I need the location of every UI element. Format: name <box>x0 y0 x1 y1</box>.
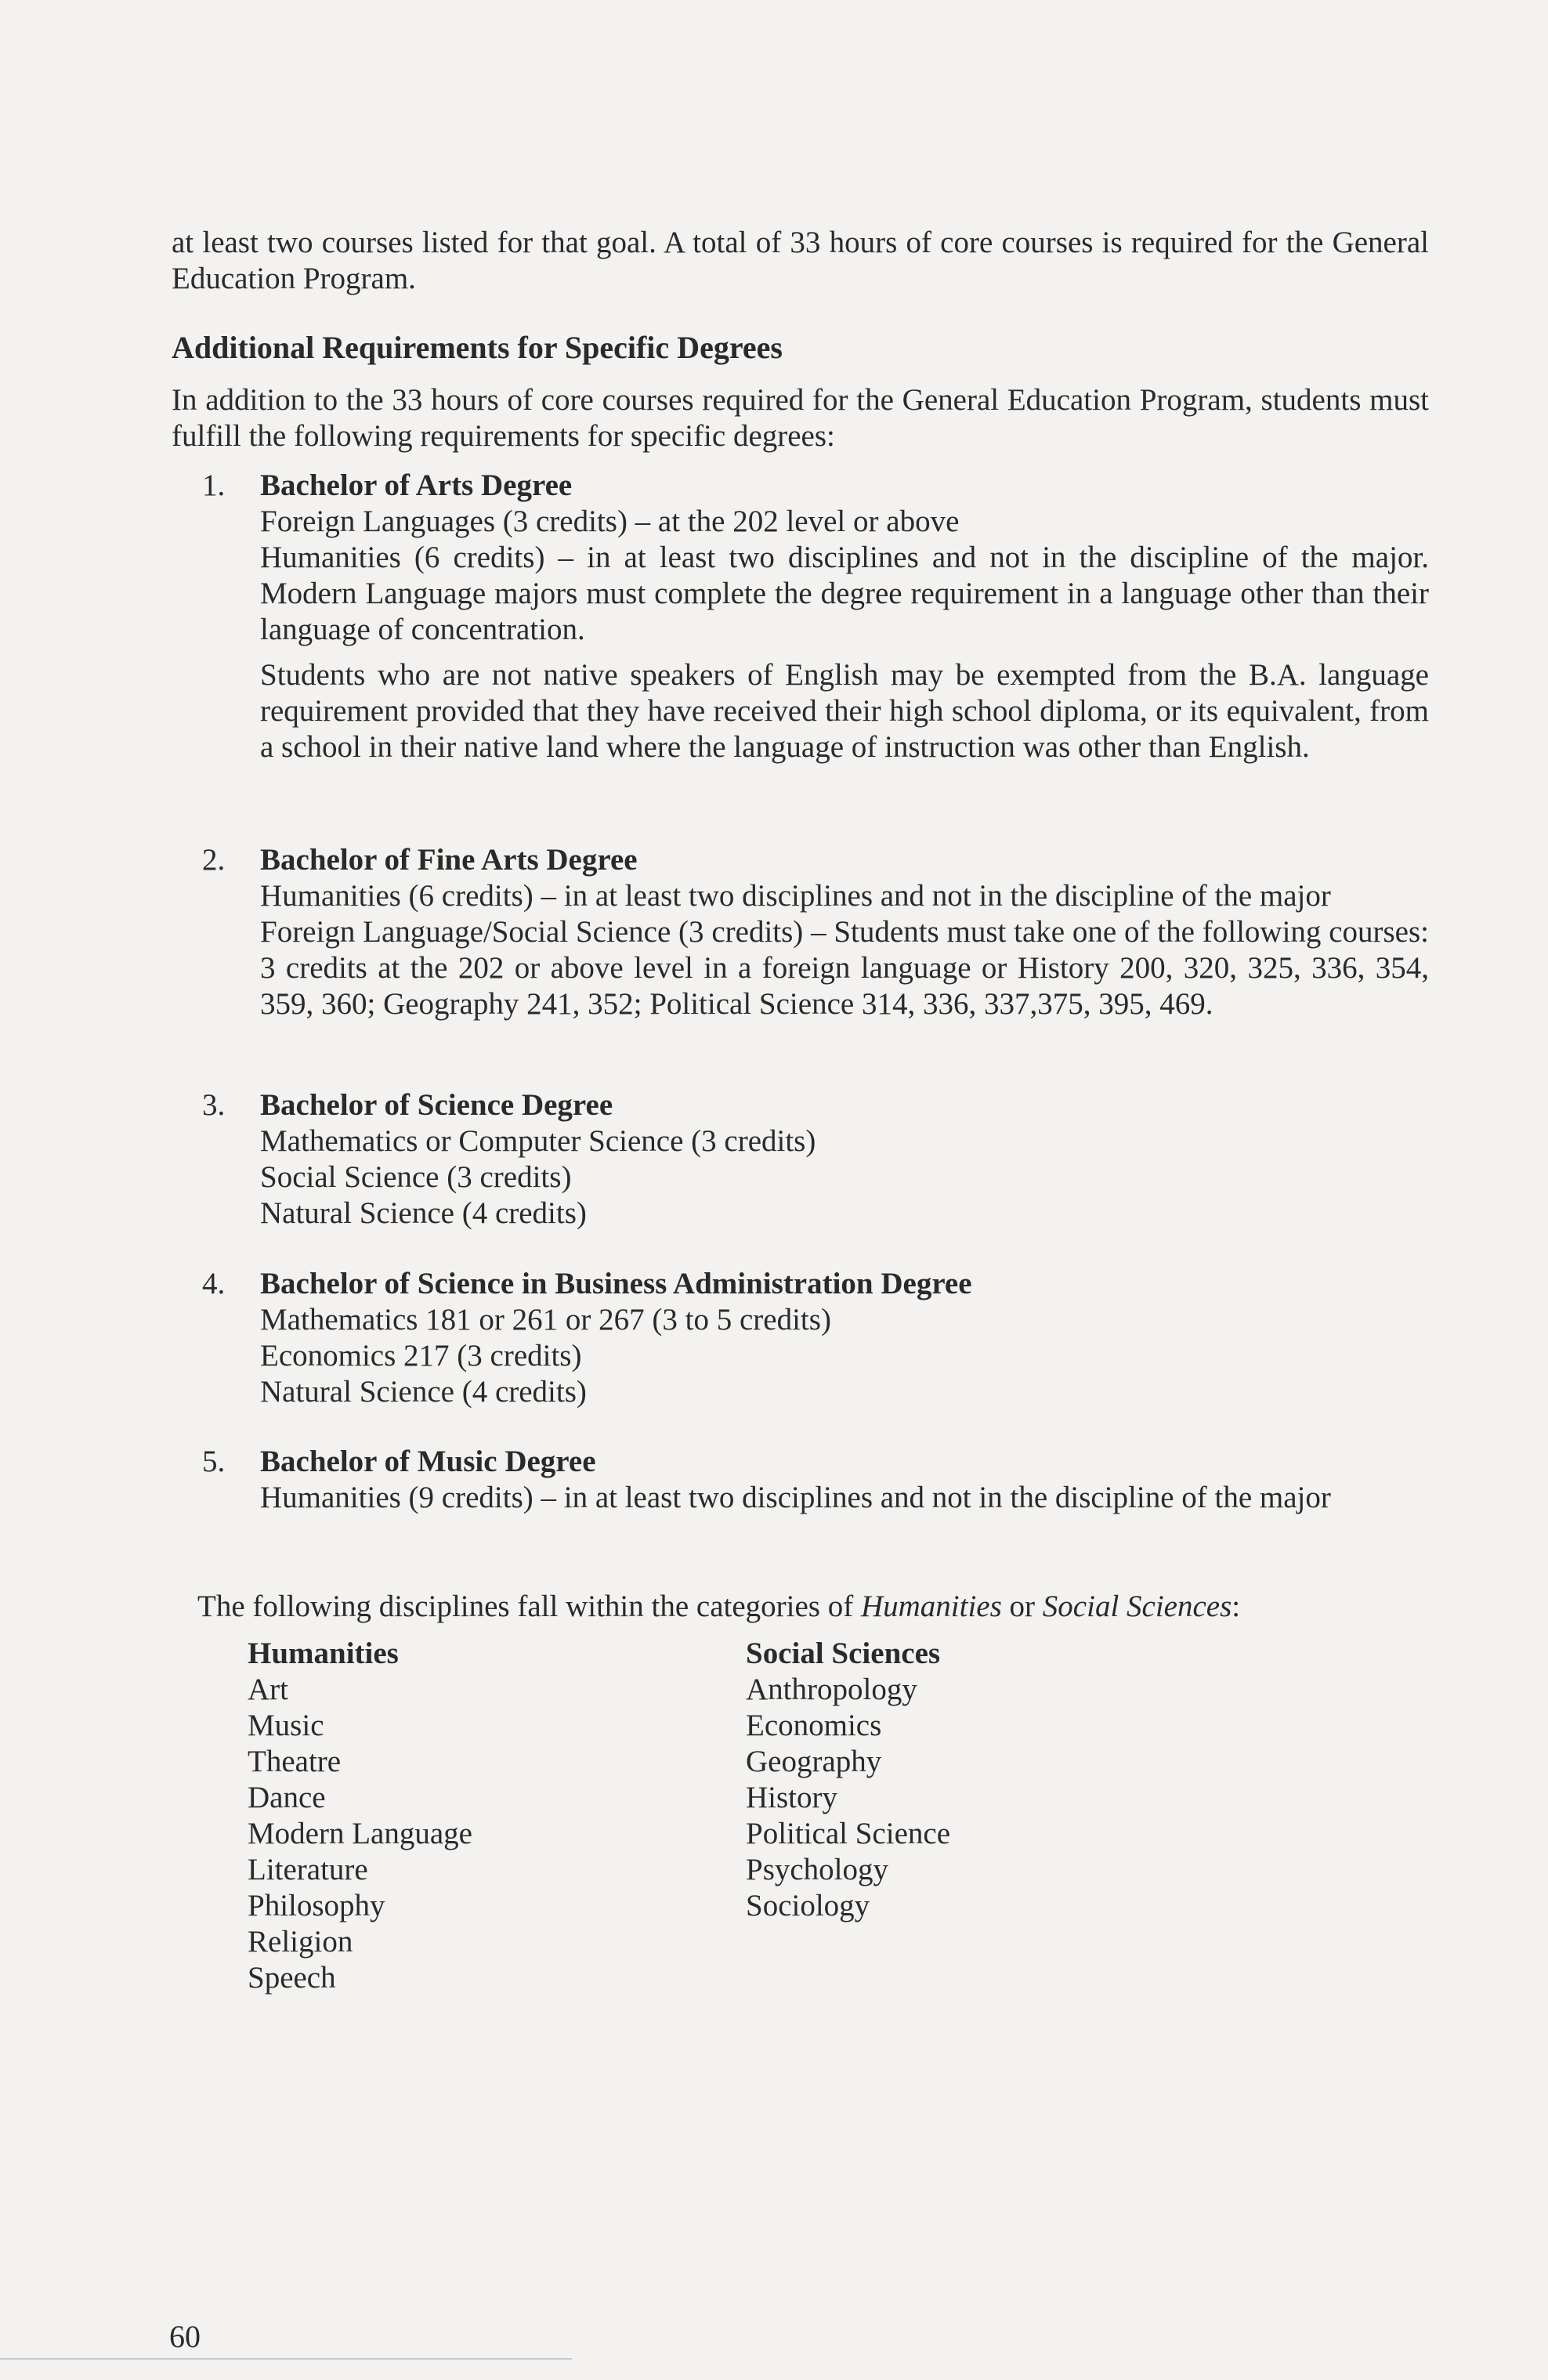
discipline-item: Literature <box>248 1853 368 1886</box>
discipline-item: History <box>746 1781 837 1814</box>
discipline-item: Geography <box>746 1745 882 1778</box>
discipline-item: Dance <box>248 1781 326 1814</box>
discipline-item: Sociology <box>746 1889 870 1922</box>
discipline-item: Art <box>248 1673 288 1706</box>
discipline-item: Theatre <box>248 1745 342 1778</box>
categories-intro-suffix: : <box>1232 1590 1241 1623</box>
humanities-heading: Humanities <box>248 1637 399 1670</box>
discipline-item: Political Science <box>746 1817 951 1850</box>
social-sciences-heading: Social Sciences <box>746 1637 941 1670</box>
categories-intro-social: Social Sciences <box>1042 1590 1232 1623</box>
requirement-line: Economics 217 (3 credits) <box>260 1339 582 1373</box>
degree-number: 5. <box>202 1445 226 1478</box>
requirement-line: Mathematics or Computer Science (3 credits) <box>260 1124 816 1158</box>
degree-title: Bachelor of Arts Degree <box>260 468 573 502</box>
requirement-line: Foreign Languages (3 credits) – at the 202 level or above <box>260 505 960 538</box>
degree-number: 1. <box>202 468 226 502</box>
categories-intro-humanities: Humanities <box>860 1590 1002 1623</box>
degree-number: 4. <box>202 1267 226 1300</box>
discipline-item: Psychology <box>746 1853 889 1886</box>
requirement-line: Natural Science (4 credits) <box>260 1196 587 1230</box>
degree-title: Bachelor of Fine Arts Degree <box>260 843 638 877</box>
discipline-item: Religion <box>248 1925 353 1959</box>
requirement-paragraph: Humanities (6 credits) – in at least two disciplines and not in the discipline of the major. Modern Language majors must complete the degree requirement in a language other than their language of concentration. <box>260 541 1429 646</box>
degree-number: 3. <box>202 1088 226 1122</box>
categories-intro-prefix: The following disciplines fall within the categories of <box>197 1590 861 1623</box>
requirement-paragraph: Foreign Language/Social Science (3 credits) – Students must take one of the following courses: 3 credits at the 202 or above level in a foreign language or History 200, 320, 325, 336, 354, 359, 360; Geography 241, 352; Political Science 314, 336, 337,375, 395, 469. <box>260 915 1429 1021</box>
page-number: 60 <box>169 2319 201 2354</box>
section-title: Additional Requirements for Specific Degrees <box>172 330 783 365</box>
categories-intro <box>197 1589 1240 1625</box>
requirement-line: Social Science (3 credits) <box>260 1160 572 1194</box>
degree-number: 2. <box>202 843 226 877</box>
categories-intro-or: or <box>1001 1590 1043 1623</box>
requirement-paragraph: Students who are not native speakers of English may be exempted from the B.A. language requirement provided that they have received their high school diploma, or its equivalent, from a school in their native land where the language of instruction was other than English. <box>260 658 1429 764</box>
discipline-item: Speech <box>248 1961 336 1995</box>
degree-title: Bachelor of Science Degree <box>260 1088 613 1122</box>
humanities-column <box>248 1636 472 1996</box>
requirement-line: Humanities (6 credits) – in at least two disciplines and not in the discipline of the major <box>260 879 1331 913</box>
requirement-line: Natural Science (4 credits) <box>260 1375 587 1409</box>
discipline-item: Modern Language <box>248 1817 472 1850</box>
requirement-paragraph: Humanities (9 credits) – in at least two disciplines and not in the discipline of the major <box>260 1481 1331 1514</box>
section-intro-paragraph: In addition to the 33 hours of core courses required for the General Education Program, students must fulfill the following requirements for specific degrees: <box>172 383 1429 453</box>
discipline-item: Anthropology <box>746 1673 917 1706</box>
degree-title: Bachelor of Music Degree <box>260 1445 596 1478</box>
social-sciences-column <box>746 1636 950 1924</box>
discipline-item: Philosophy <box>248 1889 385 1922</box>
discipline-item: Economics <box>746 1709 882 1742</box>
footer-rule <box>0 2358 572 2360</box>
degree-title: Bachelor of Science in Business Administration Degree <box>260 1267 972 1300</box>
intro-paragraph: at least two courses listed for that goal. A total of 33 hours of core courses is required for the General Education Program. <box>172 226 1429 295</box>
requirement-line: Mathematics 181 or 261 or 267 (3 to 5 credits) <box>260 1303 831 1336</box>
discipline-item: Music <box>248 1709 324 1742</box>
